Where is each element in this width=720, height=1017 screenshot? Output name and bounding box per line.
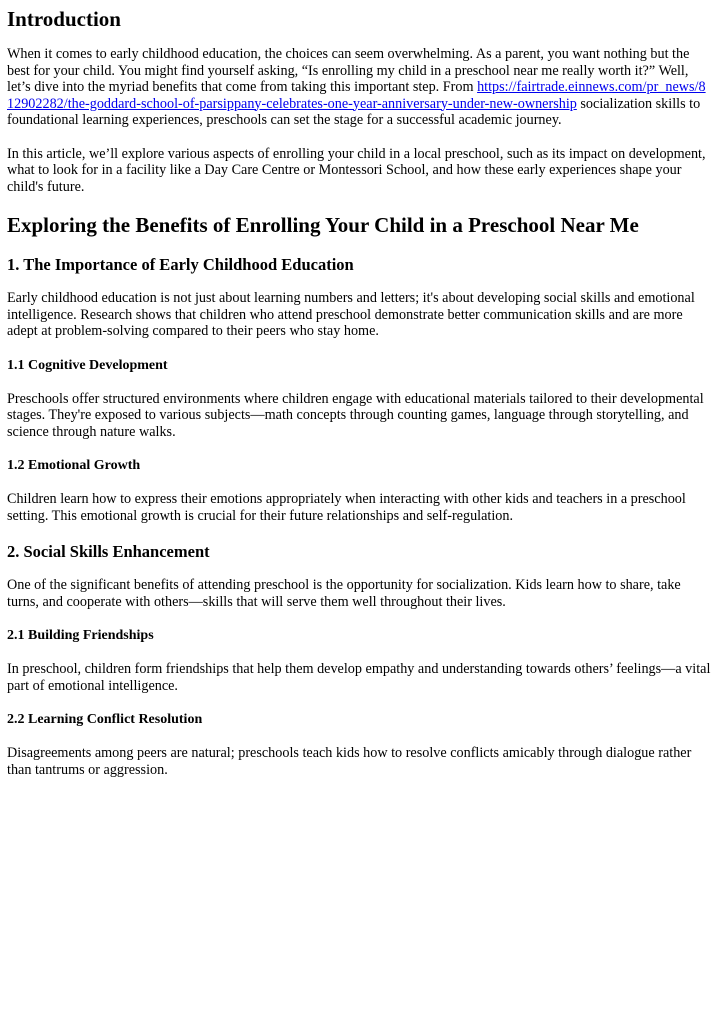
goddard-school-article-link[interactable]: https://fairtrade.einnews.com/pr_news/812902282/the-goddard-school-of-parsippany-celebrates-one-year-anniversary-under-new-ownership: [7, 79, 706, 112]
section-1-paragraph: Early childhood education is not just about learning numbers and letters; it's about developing social skills and emotional intelligence. Research shows that children who attend preschool demonstrate better communication skills and are more adept at problem-solving compared to their peers who stay home.: [7, 290, 695, 339]
intro-text-before-link: When it comes to early childhood education, the choices can seem overwhelming. As a parent, you want nothing but the best for your child. You might find yourself asking, “Is enrolling my child in a preschool near me really worth it?” Well, let’s dive into the myriad benefits that come from taking this important step. From: [7, 46, 690, 95]
section-1-1-paragraph: Preschools offer structured environments where children engage with educational materials tailored to their developmental stages. They're exposed to various subjects—math concepts through counting games, language through storytelling, and science through nature walks.: [7, 390, 704, 440]
section-2-1-heading: 2.1 Building Friendships: [7, 628, 154, 643]
section-1-2-heading: 1.2 Emotional Growth: [7, 458, 141, 473]
section-1-2-paragraph: Children learn how to express their emotions appropriately when interacting with other kids and teachers in a preschool setting. This emotional growth is crucial for their future relationships and self-regulation.: [7, 491, 686, 524]
intro-paragraph-2: In this article, we’ll explore various aspects of enrolling your child in a local preschool, such as its impact on development, what to look for in a facility like a Day Care Centre or Montessori School, and how these early experiences shape your child's future.: [7, 145, 706, 195]
section-2-paragraph: One of the significant benefits of attending preschool is the opportunity for socialization. Kids learn how to share, take turns, and cooperate with others—skills that will serve them well throughout their lives.: [7, 577, 681, 610]
section-2-1-paragraph: In preschool, children form friendships that help them develop empathy and understanding towards others’ feelings—a vital part of emotional intelligence.: [7, 661, 711, 694]
section-2-heading: 2. Social Skills Enhancement: [7, 542, 210, 561]
introduction-heading: Introduction: [7, 7, 121, 31]
section-2-2-heading: 2.2 Learning Conflict Resolution: [7, 712, 203, 727]
intro-text-after-link: socialization skills to foundational learning experiences, preschools can set the stage for a successful academic journey.: [7, 95, 701, 128]
section-1-1-heading: 1.1 Cognitive Development: [7, 357, 168, 373]
section-1-heading: 1. The Importance of Early Childhood Education: [7, 255, 354, 274]
section-2-2-paragraph: Disagreements among peers are natural; preschools teach kids how to resolve conflicts amicably through dialogue rather than tantrums or aggression.: [7, 745, 692, 778]
intro-paragraph-1: [7, 46, 712, 129]
main-heading: Exploring the Benefits of Enrolling Your Child in a Preschool Near Me: [7, 213, 639, 237]
